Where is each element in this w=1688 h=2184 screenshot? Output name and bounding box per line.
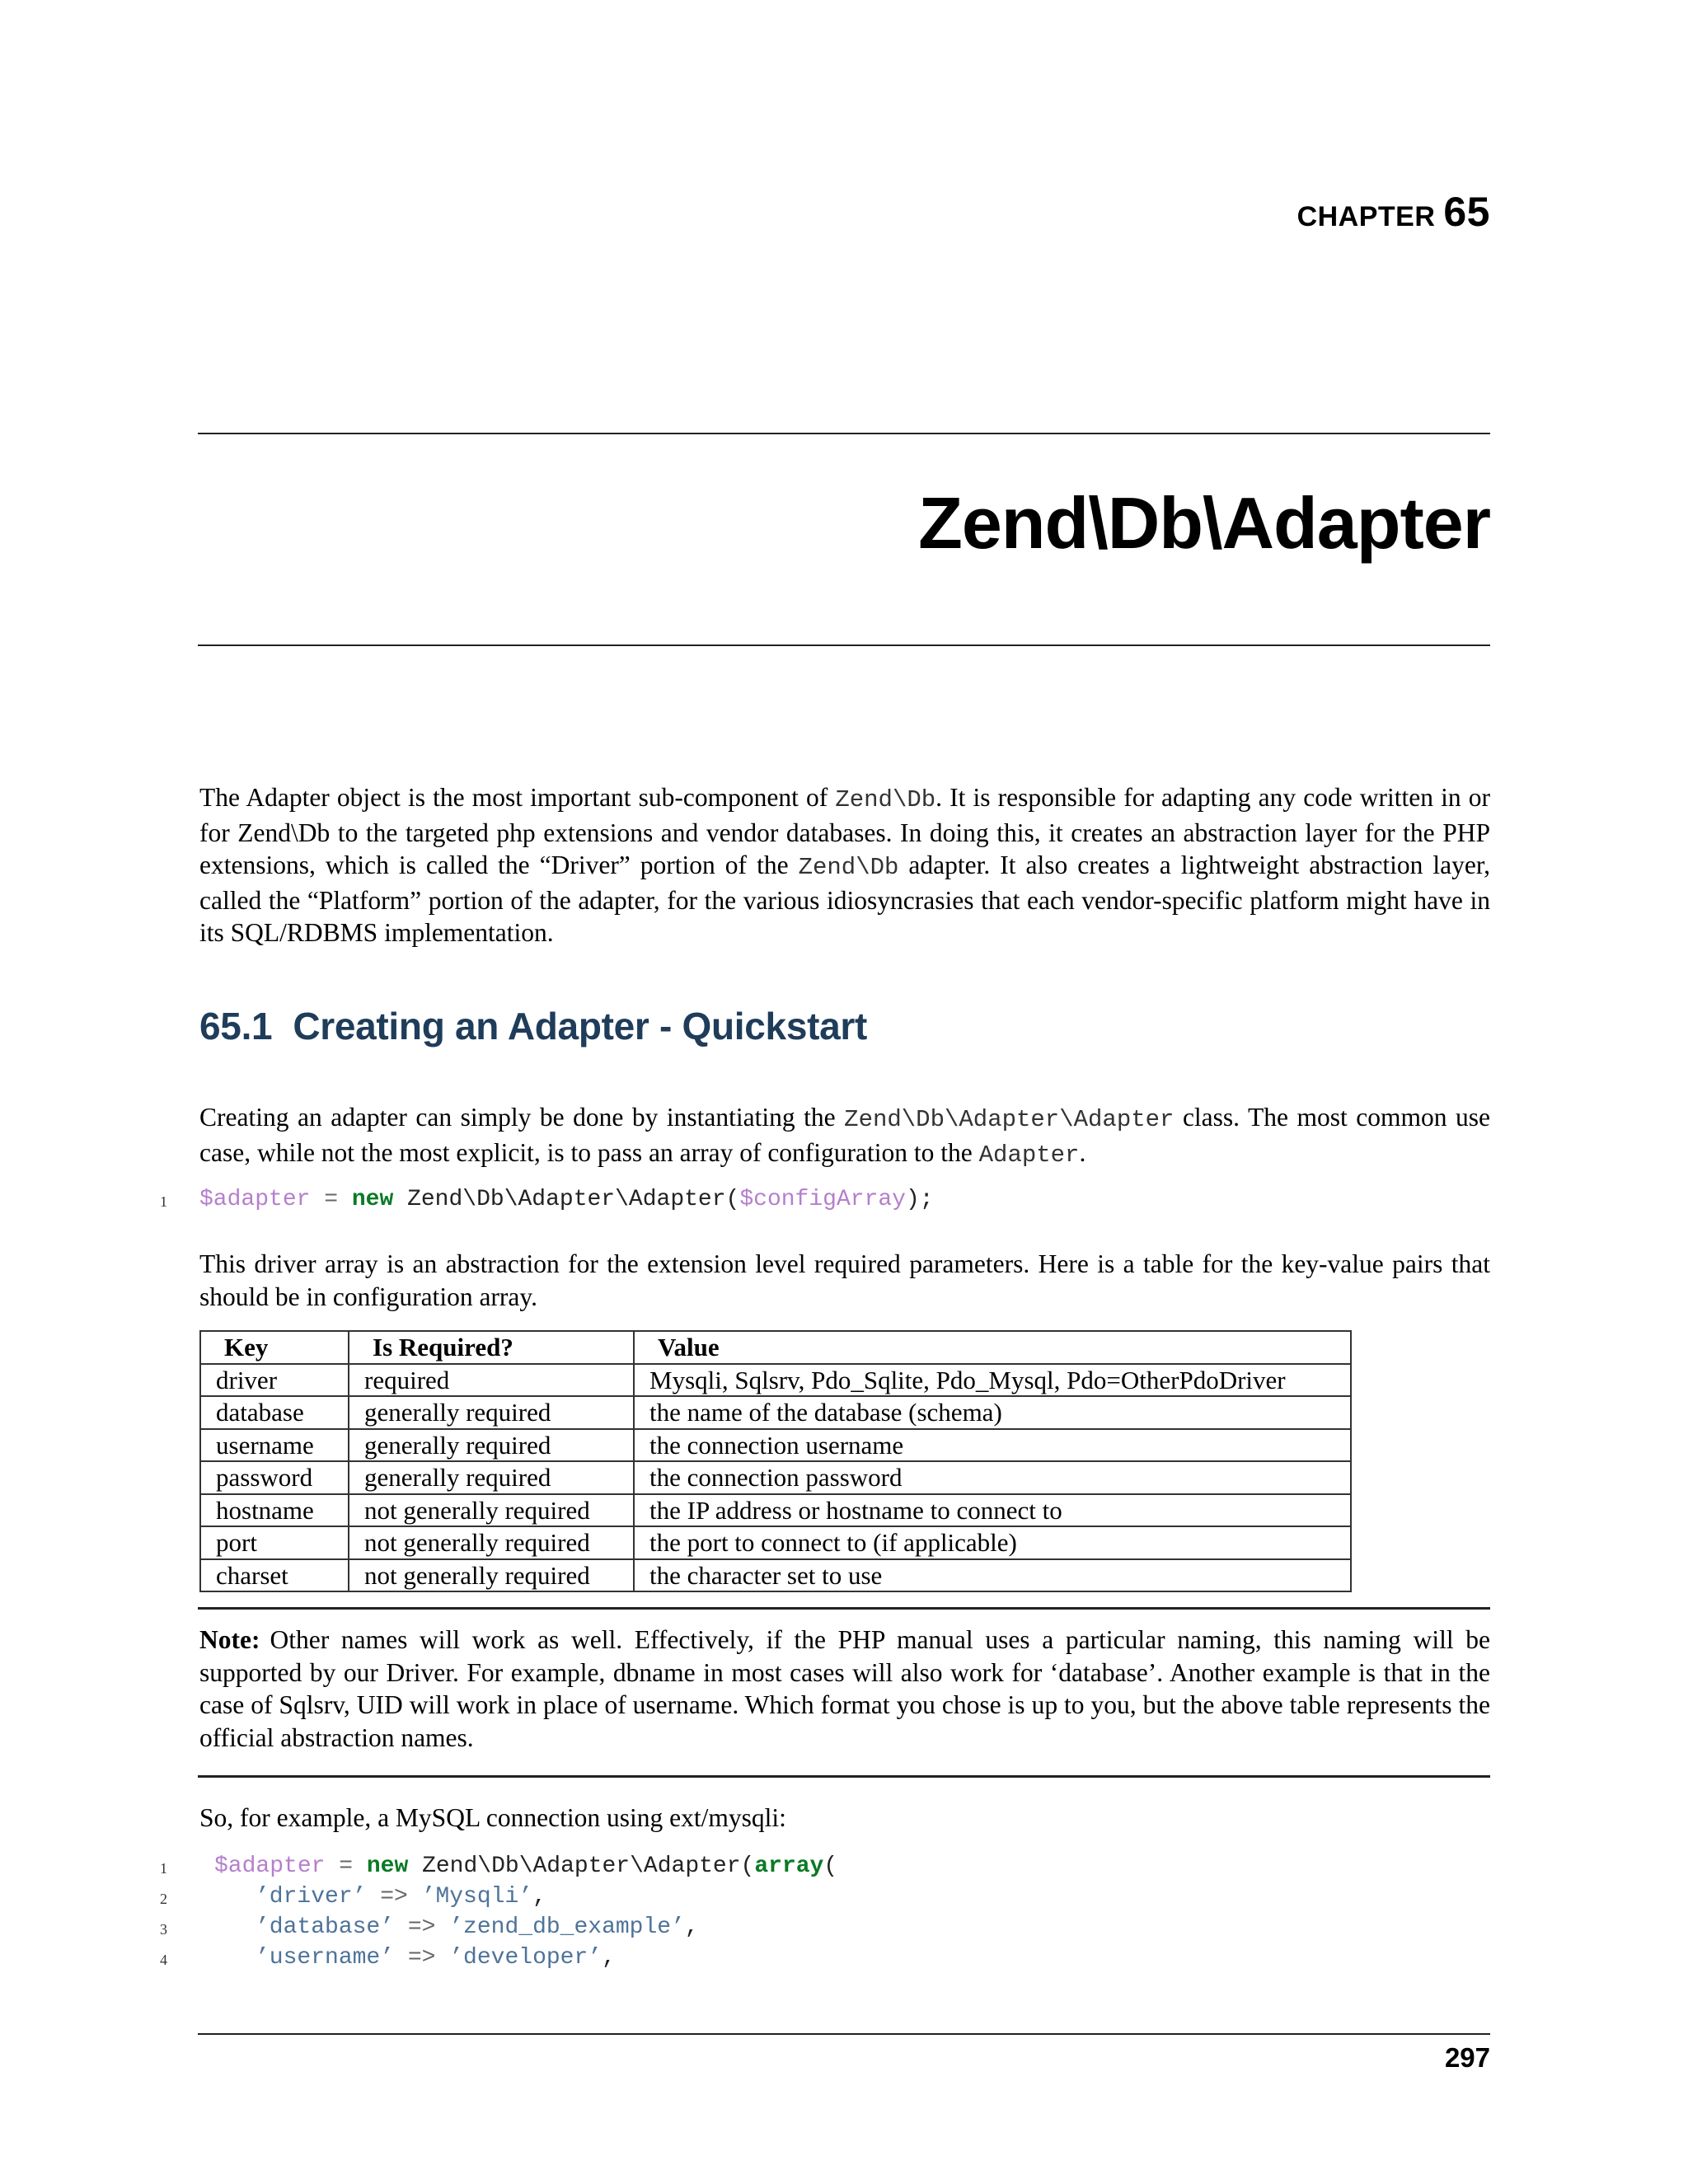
inline-code-zend-db: Zend\Db xyxy=(798,854,899,881)
section-number: 65.1 xyxy=(199,1005,273,1047)
line-number: 1 xyxy=(160,1860,167,1877)
table-row xyxy=(200,1461,1351,1494)
chapter-label-text: CHAPTER xyxy=(1296,201,1436,232)
cell-required: generally required xyxy=(349,1461,634,1494)
code-operator: => xyxy=(366,1884,422,1910)
code-operator: => xyxy=(394,1945,450,1971)
code-variable: $adapter xyxy=(214,1854,326,1879)
cell-value: the character set to use xyxy=(634,1559,1351,1592)
intro-paragraph xyxy=(199,781,1490,949)
code-string: ’database’ xyxy=(256,1915,395,1940)
cell-value: the port to connect to (if applicable) xyxy=(634,1526,1351,1559)
cell-key: database xyxy=(200,1396,349,1429)
cell-required: required xyxy=(349,1364,634,1397)
cell-value: the connection password xyxy=(634,1461,1351,1494)
cell-required: not generally required xyxy=(349,1559,634,1592)
line-number: 2 xyxy=(160,1891,167,1907)
cell-value: Mysqli, Sqlsrv, Pdo_Sqlite, Pdo_Mysql, Pdo=OtherPdoDriver xyxy=(634,1364,1351,1397)
code-class: Zend\Db\Adapter\Adapter( xyxy=(408,1854,755,1879)
intro-text-2: . It is responsible for adapting any code written in or for Zend\Db to the targeted php extensions and vendor databases. In doing this, it creates an abstraction layer for the PHP extensions, which is called the “Driver” portion of the xyxy=(199,783,1490,879)
code-punctuation: , xyxy=(684,1915,699,1940)
code-punctuation: ( xyxy=(823,1854,838,1879)
code-string: ’developer’ xyxy=(449,1945,603,1971)
table-row xyxy=(200,1559,1351,1592)
cell-key: username xyxy=(200,1429,349,1462)
cell-key: driver xyxy=(200,1364,349,1397)
code-line xyxy=(256,1884,546,1910)
config-table xyxy=(199,1330,1352,1592)
title-rule-top xyxy=(198,433,1490,434)
code-operator: = xyxy=(310,1187,352,1212)
inline-code-adapter: Adapter xyxy=(978,1141,1080,1169)
intro-text-3: adapter. It also creates a lightweight abstraction layer, called the “Platform” portion of the adapter, for the various idiosyncrasies that each vendor-specific platform might have in its SQL/RDBMS implementation. xyxy=(199,851,1491,947)
example-paragraph: So, for example, a MySQL connection using ext/mysqli: xyxy=(199,1803,786,1832)
table-header-row xyxy=(200,1331,1351,1364)
column-header-required: Is Required? xyxy=(349,1331,634,1364)
section-heading xyxy=(199,1004,867,1048)
table-row xyxy=(200,1396,1351,1429)
cell-value: the connection username xyxy=(634,1429,1351,1462)
column-header-key: Key xyxy=(200,1331,349,1364)
inline-code-adapter-class: Zend\Db\Adapter\Adapter xyxy=(844,1106,1175,1133)
code-keyword: new xyxy=(366,1854,409,1879)
cell-required: not generally required xyxy=(349,1494,634,1527)
driver-paragraph: This driver array is an abstraction for the extension level required parameters. Here is a table for the key-value pairs that should be in configuration array. xyxy=(199,1249,1490,1311)
creating-text-3: . xyxy=(1079,1137,1086,1167)
creating-text-2: class. The most common use case, while not the most explicit, is to pass an array of configuration to the xyxy=(199,1103,1490,1167)
cell-key: hostname xyxy=(200,1494,349,1527)
code-string: ’zend_db_example’ xyxy=(449,1915,685,1940)
code-string: ’Mysqli’ xyxy=(421,1884,533,1910)
chapter-title: Zend\Db\Adapter xyxy=(918,482,1490,564)
code-line xyxy=(199,1187,934,1212)
line-number: 3 xyxy=(160,1921,167,1938)
chapter-number: 65 xyxy=(1443,189,1490,235)
cell-value: the IP address or hostname to connect to xyxy=(634,1494,1351,1527)
intro-text-1: The Adapter object is the most important sub-component of xyxy=(199,783,836,812)
code-punctuation: , xyxy=(602,1945,616,1971)
section-title-text: Creating an Adapter - Quickstart xyxy=(293,1005,868,1047)
creating-text-1: Creating an adapter can simply be done by instantiating the xyxy=(199,1103,845,1132)
title-rule-bottom xyxy=(198,644,1490,646)
note-label: Note: xyxy=(199,1625,260,1654)
cell-key: password xyxy=(200,1461,349,1494)
footer-rule xyxy=(198,2033,1490,2035)
code-variable: $adapter xyxy=(199,1187,311,1212)
creating-paragraph xyxy=(199,1101,1490,1171)
code-operator: = xyxy=(325,1854,367,1879)
table-row xyxy=(200,1429,1351,1462)
code-keyword: array xyxy=(754,1854,824,1879)
cell-required: generally required xyxy=(349,1429,634,1462)
column-header-value: Value xyxy=(634,1331,1351,1364)
note-box xyxy=(199,1624,1490,1754)
table-row xyxy=(200,1364,1351,1397)
cell-required: generally required xyxy=(349,1396,634,1429)
cell-required: not generally required xyxy=(349,1526,634,1559)
cell-value: the name of the database (schema) xyxy=(634,1396,1351,1429)
cell-key: charset xyxy=(200,1559,349,1592)
code-variable: $configArray xyxy=(739,1187,906,1212)
chapter-label xyxy=(1297,188,1490,236)
code-operator: => xyxy=(394,1915,450,1940)
code-keyword: new xyxy=(351,1187,394,1212)
note-text: Other names will work as well. Effectively, if the PHP manual uses a particular naming, this naming will be supported by our Driver. For example, dbname in most cases will also work for ‘database’. Another example is that in the case of Sqlsrv, UID will work in place of username. Which format you chose is up to you, but the above table represents the official abstraction names. xyxy=(199,1625,1490,1752)
inline-code-zend-db: Zend\Db xyxy=(835,786,936,813)
table-row xyxy=(200,1526,1351,1559)
note-rule-top xyxy=(198,1607,1490,1610)
code-line xyxy=(214,1854,837,1879)
code-line xyxy=(256,1915,699,1940)
line-number: 4 xyxy=(160,1952,167,1968)
note-rule-bottom xyxy=(198,1775,1490,1778)
code-string: ’username’ xyxy=(256,1945,395,1971)
page-number: 297 xyxy=(1444,2042,1490,2073)
table-row xyxy=(200,1494,1351,1527)
code-class: Zend\Db\Adapter\Adapter( xyxy=(393,1187,740,1212)
line-number: 1 xyxy=(160,1193,167,1210)
code-punctuation: ); xyxy=(905,1187,934,1212)
code-punctuation: , xyxy=(532,1884,546,1910)
code-string: ’driver’ xyxy=(256,1884,367,1910)
code-line xyxy=(256,1945,616,1971)
cell-key: port xyxy=(200,1526,349,1559)
